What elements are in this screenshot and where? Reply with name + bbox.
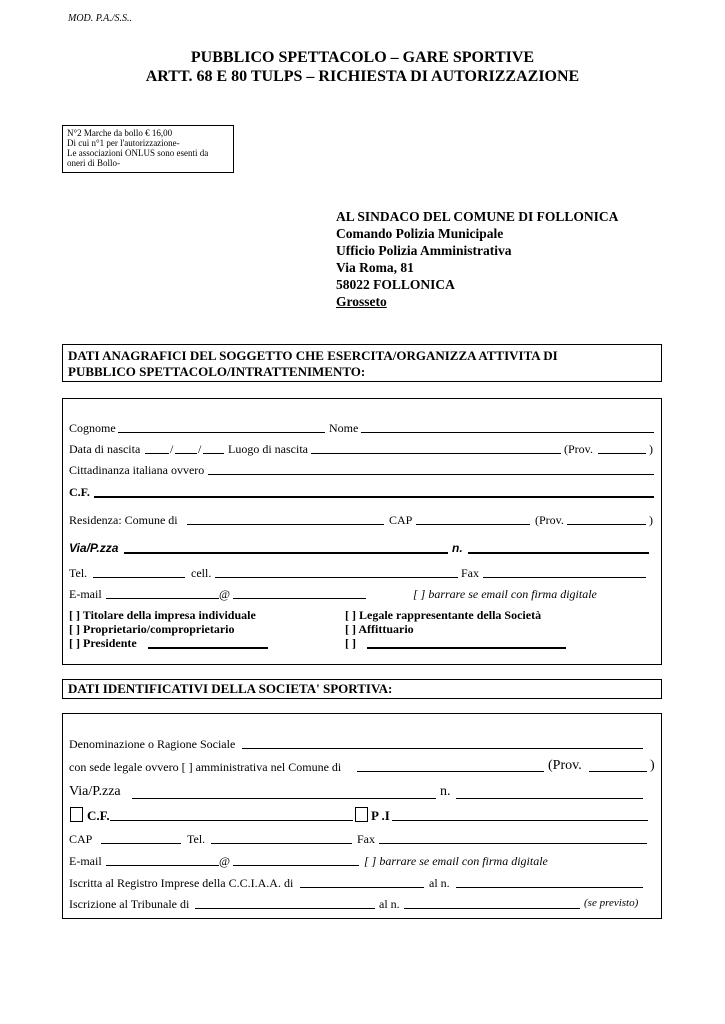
- stamp-line-2: Di cui n°1 per l'autorizzazione-: [67, 138, 180, 148]
- label-se-previsto: (se previsto): [584, 897, 639, 909]
- civic-number-field[interactable]: [468, 541, 649, 554]
- cap-sede-field[interactable]: [101, 832, 181, 844]
- prov-sede-field[interactable]: [589, 760, 647, 772]
- cf-sede-field[interactable]: [110, 809, 353, 821]
- recipient-line-1: AL SINDACO DEL COMUNE DI FOLLONICA: [336, 209, 619, 224]
- date-slash-1: /: [170, 442, 174, 456]
- birth-year-field[interactable]: [203, 442, 224, 454]
- stamp-line-3: Le associazioni ONLUS sono esenti da: [67, 148, 209, 158]
- recipient-line-5: 58022 FOLLONICA: [336, 277, 455, 292]
- option-legale-rappresentante[interactable]: [ ] Legale rappresentante della Società: [345, 608, 542, 622]
- altro-field[interactable]: [367, 636, 566, 649]
- registro-ccia-field[interactable]: [300, 876, 424, 888]
- label-cf-sede: C.F.: [87, 808, 110, 823]
- paren-close: ): [649, 442, 653, 456]
- label-al-n-tribunale: al n.: [379, 897, 400, 911]
- prov-nascita-field[interactable]: [598, 442, 646, 454]
- label-tribunale: Iscrizione al Tribunale di: [69, 897, 190, 911]
- recipient-line-6: Grosseto: [336, 294, 387, 309]
- email-at: @: [219, 587, 231, 601]
- email-domain-field[interactable]: [233, 587, 366, 599]
- label-prov-sede: (Prov.: [548, 758, 582, 773]
- email-sede-at: @: [219, 854, 231, 868]
- cognome-field[interactable]: [118, 421, 325, 433]
- option-altro[interactable]: [ ]: [345, 636, 356, 650]
- firma-digitale-checkbox[interactable]: [ ] barrare se email con firma digitale: [413, 587, 597, 601]
- via-sede-field[interactable]: [132, 787, 436, 799]
- denominazione-field[interactable]: [242, 737, 643, 749]
- label-email-sede: E-mail: [69, 854, 102, 868]
- label-cognome: Cognome: [69, 421, 116, 435]
- label-cap-sede: CAP: [69, 832, 93, 846]
- tel-sede-field[interactable]: [211, 832, 352, 844]
- paren-close-residenza: ): [649, 513, 653, 527]
- option-affittuario[interactable]: [ ] Affittuario: [345, 622, 414, 636]
- form-title: PUBBLICO SPETTACOLO – GARE SPORTIVE: [190, 49, 535, 66]
- birth-month-field[interactable]: [175, 442, 197, 454]
- residenza-cap-field[interactable]: [416, 513, 530, 525]
- label-luogo-nascita: Luogo di nascita: [228, 442, 308, 456]
- email-user-field[interactable]: [106, 587, 219, 599]
- section1-heading-line1: DATI ANAGRAFICI DEL SOGGETTO CHE ESERCITA/ORGANIZZA ATTIVITA DI: [68, 348, 558, 363]
- stamp-line-4: oneri di Bollo-: [67, 158, 120, 168]
- luogo-nascita-field[interactable]: [311, 442, 561, 454]
- label-via-sede: Via/P.zza: [69, 784, 121, 799]
- cittadinanza-field[interactable]: [208, 463, 654, 475]
- pi-checkbox[interactable]: [355, 807, 368, 822]
- label-fax-sede: Fax: [357, 832, 375, 846]
- label-tel: Tel.: [69, 566, 88, 580]
- label-cittadinanza: Cittadinanza italiana ovvero: [69, 463, 205, 477]
- label-al-n-registro: al n.: [429, 876, 450, 890]
- label-registro: Iscritta al Registro Imprese della C.C.I.A.A. di: [69, 876, 294, 890]
- label-data-nascita: Data di nascita: [69, 442, 141, 456]
- registro-number-field[interactable]: [456, 876, 643, 888]
- label-fax: Fax: [461, 566, 479, 580]
- label-cf: C.F.: [69, 485, 90, 499]
- cell-field[interactable]: [215, 566, 458, 578]
- birth-day-field[interactable]: [145, 442, 169, 454]
- pi-sede-field[interactable]: [392, 809, 648, 821]
- label-sede: con sede legale ovvero [ ] amministrativa nel Comune di: [69, 760, 342, 774]
- section2-heading: DATI IDENTIFICATIVI DELLA SOCIETA' SPORTIVA:: [62, 679, 662, 699]
- fax-field[interactable]: [483, 566, 646, 578]
- option-presidente[interactable]: [ ] Presidente: [69, 636, 137, 650]
- prov-residenza-field[interactable]: [567, 513, 646, 525]
- label-n: n.: [452, 541, 463, 555]
- tel-field[interactable]: [93, 566, 185, 578]
- label-prov-residenza: (Prov.: [535, 513, 564, 527]
- label-denominazione: Denominazione o Ragione Sociale: [69, 737, 236, 751]
- label-cap: CAP: [389, 513, 413, 527]
- section1-heading: [62, 344, 662, 382]
- recipient-line-3: Ufficio Polizia Amministrativa: [336, 243, 512, 258]
- stamp-line-1: N°2 Marche da bollo € 16,00: [67, 128, 173, 138]
- civic-number-sede-field[interactable]: [456, 787, 643, 799]
- email-sede-user-field[interactable]: [106, 854, 219, 866]
- label-n-sede: n.: [440, 784, 451, 799]
- label-nome: Nome: [329, 421, 359, 435]
- cf-field[interactable]: [94, 485, 654, 498]
- recipient-line-2: Comando Polizia Municipale: [336, 226, 504, 241]
- date-slash-2: /: [198, 442, 202, 456]
- label-pi-sede: P .I: [371, 808, 390, 823]
- tribunale-number-field[interactable]: [404, 897, 580, 909]
- residenza-comune-field[interactable]: [187, 513, 384, 525]
- sede-comune-field[interactable]: [357, 760, 544, 772]
- label-tel-sede: Tel.: [187, 832, 206, 846]
- email-sede-domain-field[interactable]: [233, 854, 359, 866]
- firma-digitale-sede-checkbox[interactable]: [ ] barrare se email con firma digitale: [364, 854, 548, 868]
- form-subtitle: ARTT. 68 E 80 TULPS – RICHIESTA DI AUTORIZZAZIONE: [145, 68, 580, 85]
- option-titolare[interactable]: [ ] Titolare della impresa individuale: [69, 608, 256, 622]
- tribunale-field[interactable]: [195, 897, 375, 909]
- nome-field[interactable]: [361, 421, 654, 433]
- section1-heading-line2: PUBBLICO SPETTACOLO/INTRATTENIMENTO:: [68, 364, 366, 379]
- paren-close-sede: ): [650, 758, 655, 773]
- option-proprietario[interactable]: [ ] Proprietario/comproprietario: [69, 622, 235, 636]
- label-cell: cell.: [191, 566, 212, 580]
- label-prov: (Prov.: [564, 442, 593, 456]
- recipient-line-4: Via Roma, 81: [336, 260, 414, 275]
- presidente-field[interactable]: [148, 636, 268, 649]
- label-residenza: Residenza: Comune di: [69, 513, 178, 527]
- cf-checkbox[interactable]: [70, 807, 83, 822]
- stamp-duty-box: [62, 125, 234, 173]
- fax-sede-field[interactable]: [379, 832, 647, 844]
- via-field[interactable]: [124, 541, 448, 554]
- label-via: Via/P.zza: [69, 541, 119, 555]
- model-code: MOD. P.A./S.S..: [68, 13, 132, 24]
- label-email: E-mail: [69, 587, 102, 601]
